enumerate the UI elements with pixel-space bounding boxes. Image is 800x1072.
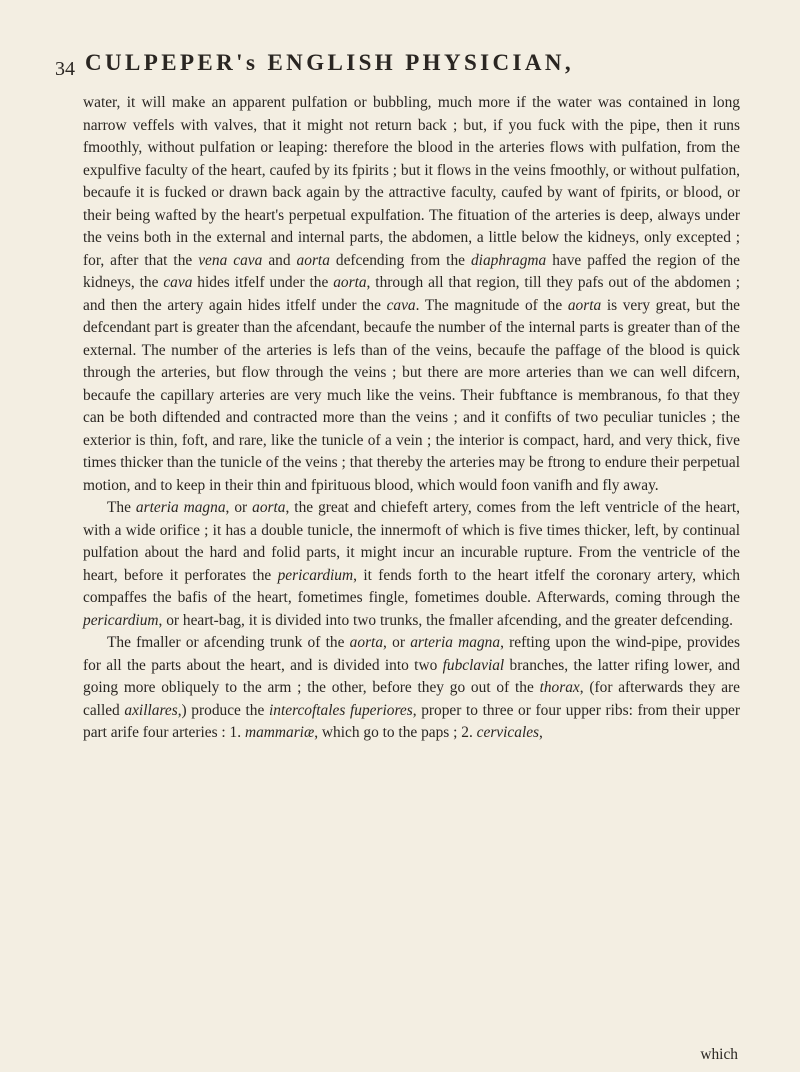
text-run: , refting upon the wind-pipe, provides for all the parts about the heart, and is divided into two: [83, 634, 740, 674]
italic-term: aorta: [252, 499, 286, 516]
italic-term: axillares: [124, 701, 178, 719]
italic-term: intercoftales fuperiores: [268, 701, 413, 719]
text-run: , it fends forth to the heart itfelf the coronary artery, which compaffes the bafis of the heart, fometimes fingle, fometimes double. Afterwards, coming through the: [83, 566, 741, 606]
paragraph: [83, 92, 740, 497]
italic-term: aorta: [333, 274, 367, 291]
page-header: [55, 48, 740, 92]
text-run: , or: [225, 499, 253, 516]
italic-term: pericardium: [83, 611, 159, 629]
text-run: and: [262, 251, 297, 269]
italic-term: diaphragma: [470, 251, 547, 269]
paragraph: [83, 497, 740, 632]
text-run: The fmaller or afcending trunk of the: [107, 634, 350, 651]
italic-term: aorta: [296, 251, 330, 269]
text-run: , through all that region, till they pafs out of the abdomen ; and then the artery again hides itfelf under the: [83, 274, 740, 314]
text-run: ,: [539, 724, 543, 741]
paragraph: [83, 632, 740, 745]
italic-term: cava: [386, 296, 416, 314]
text-run: The: [107, 499, 136, 516]
running-head: CULPEPER's ENGLISH PHYSICIAN,: [85, 50, 575, 75]
text-run: defcending from the: [329, 251, 471, 269]
italic-term: arteria magna: [135, 499, 226, 516]
body-text: [83, 92, 740, 745]
italic-term: fubclavial: [442, 656, 505, 674]
italic-term: arteria magna: [410, 634, 501, 651]
text-run: is very great, but the defcendant part is greater than the afcendant, becaufe the number of the internal parts is greater than of the external. The number of the arteries is lefs than of the veins, becaufe the paffage of the blood is quick through the arteries, but flow through the veins ; but there are more arteries than we can well difcern, becaufe the capillary arteries are very much like the veins. Their fubftance is membranous, fo that they can be both diftended and contracted more than the veins ; and it confifts of two peculiar tunicles ; the exterior is thin, foft, and rare, like the tunicle of a vein ; the interior is compact, hard, and very thick, five times thicker than the tunicle of the veins ; that thereby the arteries may be ftrong to endure their perpetual motion, and to keep in their thin and fpirituous blood, which would foon vanifh and fly away.: [83, 296, 740, 494]
text-run: , (for afterwards they are called: [83, 679, 740, 719]
text-run: . The magnitude of the: [415, 296, 568, 314]
text-run: have paffed the region of the kidneys, the: [83, 251, 740, 291]
text-run: branches, the latter rifing lower, and going more obliquely to the arm ; the other, before they go out of the: [83, 656, 740, 696]
text-run: , which go to the paps ; 2.: [314, 724, 477, 741]
text-run: , or: [383, 634, 411, 651]
italic-term: aorta: [349, 634, 384, 651]
italic-term: vena cava: [198, 251, 263, 269]
text-run: hides itfelf under the: [192, 274, 334, 291]
text-run: , the great and chiefeft artery, comes from the left ventricle of the heart, with a wide orifice ; it has a double tunicle, the innermoft of which is five times thicker, left, by continual pulfation about the hard and folid parts, it might incur an incurable rupture. From the ventricle of the heart, before it perforates the: [83, 499, 741, 584]
italic-term: cervicales: [476, 724, 540, 741]
italic-term: aorta: [567, 296, 602, 314]
italic-term: thorax: [539, 679, 580, 696]
text-run: , or heart-bag, it is divided into two trunks, the fmaller afcending, and the greater defcending.: [158, 611, 733, 629]
italic-term: pericardium: [277, 566, 354, 584]
text-run: water, it will make an apparent pulfation or bubbling, much more if the water was contained in long narrow veffels with valves, that it might not return back ; but, if you fuck with the pipe, then it runs fmoothly, without pulfation or leaping: therefore the blood in the arteries flows with pulfation, from the expulfive faculty of the heart, caufed by its fpirits ; but it flows in the veins fmoothly, or without pulfation, becaufe it is fucked or drawn back again by the attractive faculty, caufed by want of fpirits, or blood, or their being wafted by the heart's perpetual expulfation. The fituation of the arteries is deep, always under the veins both in the external and internal parts, the abdomen, a little below the kidneys, only excepted ; for, after that the: [83, 94, 740, 269]
italic-term: cava: [163, 274, 193, 291]
text-run: ,) produce the: [177, 701, 269, 719]
text-run: , proper to three or four upper ribs: from their upper part arife four arteries : 1.: [83, 701, 740, 741]
catchword: which: [700, 1046, 738, 1063]
italic-term: mammariæ: [244, 724, 315, 741]
page-number: 34: [55, 58, 75, 80]
